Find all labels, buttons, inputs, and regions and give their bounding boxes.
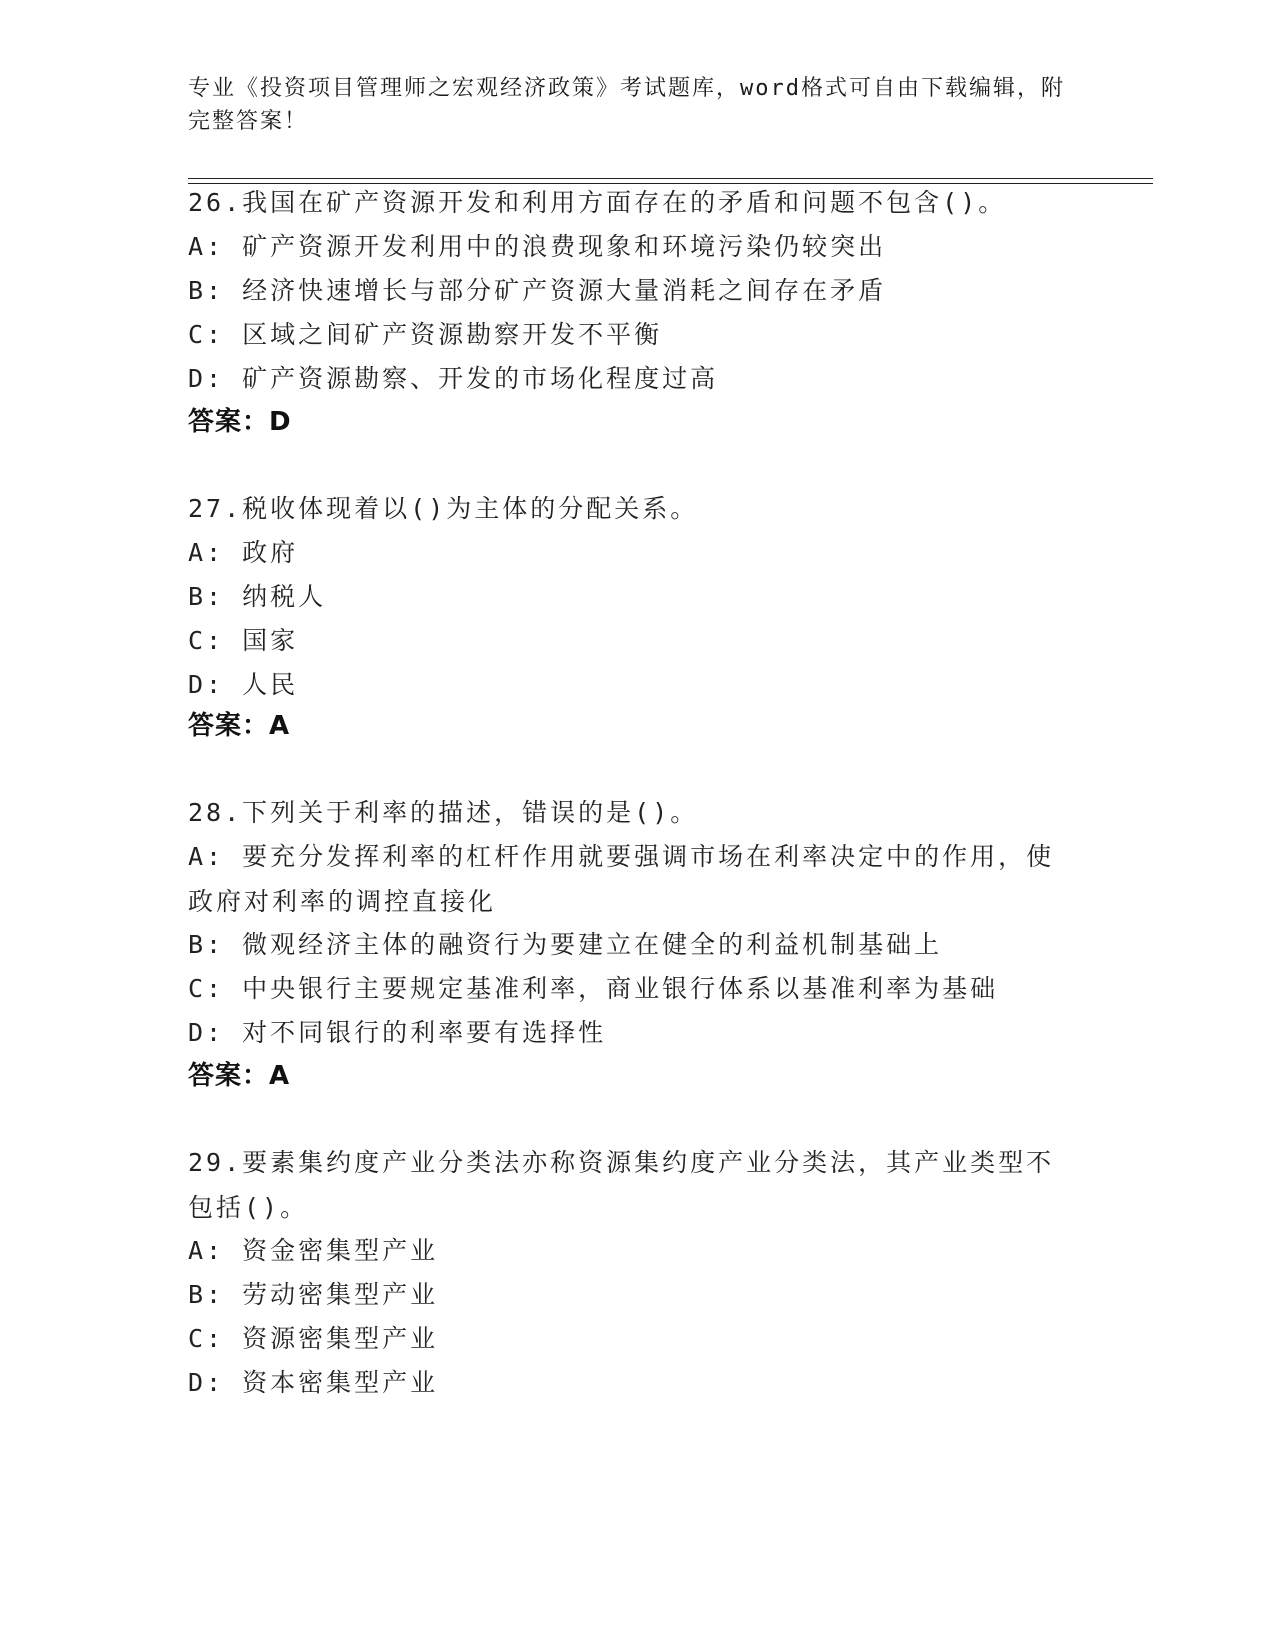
question-28-stem: 28.下列关于利率的描述，错误的是()。 — [188, 798, 699, 827]
question-29-stem: 29.要素集约度产业分类法亦称资源集约度产业分类法，其产业类型不包括()。 — [188, 1148, 1055, 1222]
question-29-option-c: C: 资源密集型产业 — [188, 1324, 439, 1353]
question-26-answer: 答案：D — [188, 407, 292, 437]
question-26-option-d: D: 矿产资源勘察、开发的市场化程度过高 — [188, 364, 719, 393]
question-27-option-a: A: 政府 — [188, 538, 299, 567]
question-28-option-d: D: 对不同银行的利率要有选择性 — [188, 1018, 607, 1047]
question-28-answer: 答案：A — [188, 1061, 291, 1091]
question-27-option-b: B: 纳税人 — [188, 582, 327, 611]
question-27-stem: 27.税收体现着以()为主体的分配关系。 — [188, 494, 699, 523]
header-divider-top — [188, 178, 1153, 179]
question-28-option-c: C: 中央银行主要规定基准利率，商业银行体系以基准利率为基础 — [188, 974, 999, 1003]
document-header: 专业《投资项目管理师之宏观经济政策》考试题库，word格式可自由下载编辑，附完整答案！ — [188, 76, 1065, 134]
question-28-option-a: A: 要充分发挥利率的杠杆作用就要强调市场在利率决定中的作用，使政府对利率的调控直接化 — [188, 842, 1055, 916]
question-26-option-c: C: 区域之间矿产资源勘察开发不平衡 — [188, 320, 663, 349]
question-26-stem: 26.我国在矿产资源开发和利用方面存在的矛盾和问题不包含()。 — [188, 188, 1007, 217]
question-27-option-c: C: 国家 — [188, 626, 299, 655]
question-27-option-d: D: 人民 — [188, 670, 299, 699]
question-27-answer: 答案：A — [188, 711, 291, 741]
question-26-option-a: A: 矿产资源开发利用中的浪费现象和环境污染仍较突出 — [188, 232, 887, 261]
question-29-option-a: A: 资金密集型产业 — [188, 1236, 439, 1265]
question-28-option-b: B: 微观经济主体的融资行为要建立在健全的利益机制基础上 — [188, 930, 943, 959]
question-29-option-d: D: 资本密集型产业 — [188, 1368, 439, 1397]
question-29-option-b: B: 劳动密集型产业 — [188, 1280, 439, 1309]
question-26-option-b: B: 经济快速增长与部分矿产资源大量消耗之间存在矛盾 — [188, 276, 887, 305]
